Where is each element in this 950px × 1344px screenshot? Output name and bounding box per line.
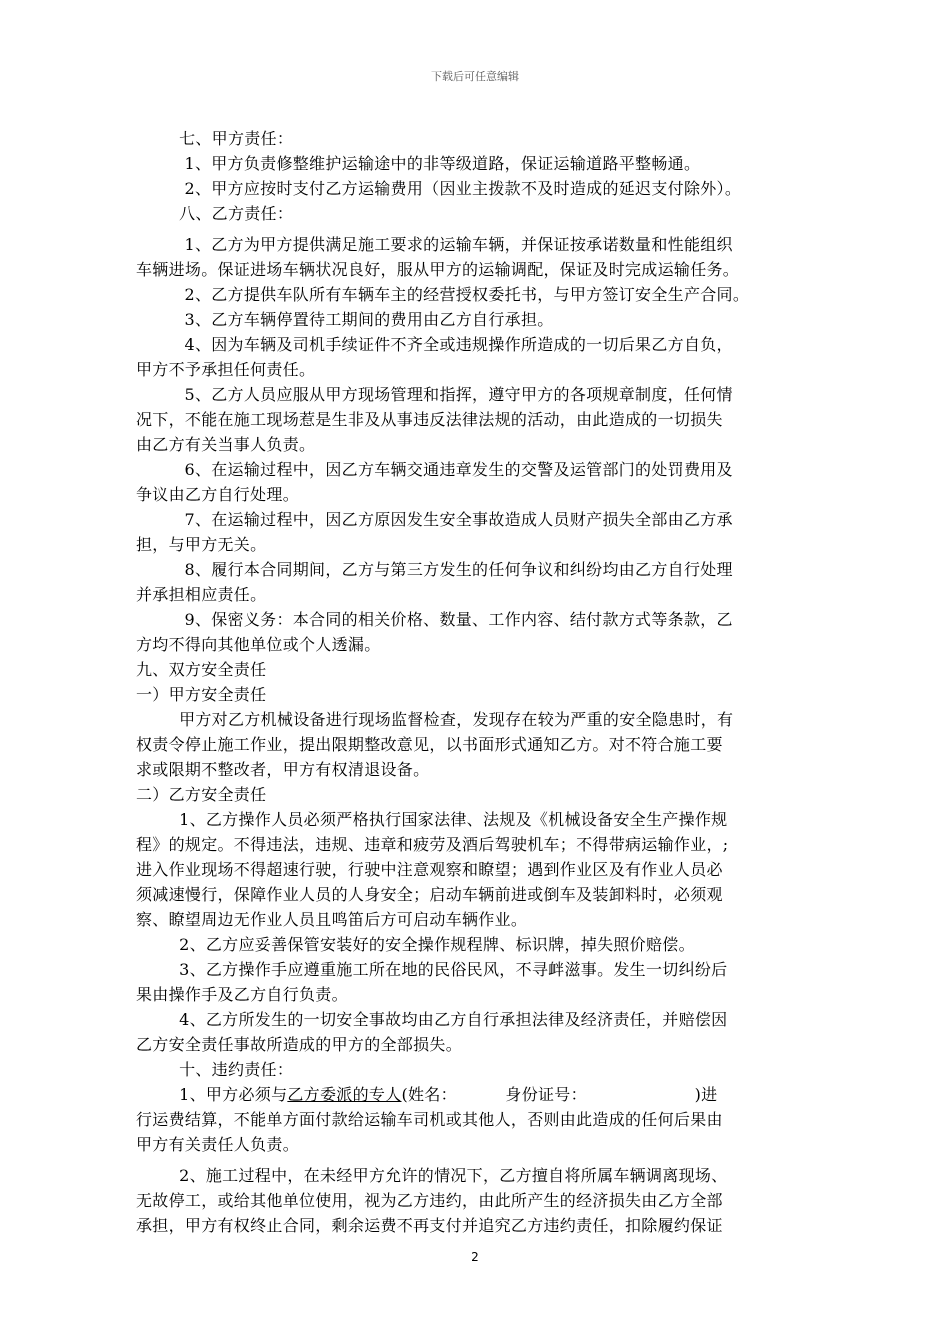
- document-body: [136, 126, 836, 1238]
- paragraph-line: 2、乙方提供车队所有车辆车主的经营授权委托书，与甲方签订安全生产合同。: [136, 285, 750, 304]
- page-header: 下载后可任意编辑: [431, 70, 519, 83]
- paragraph-line: 6、在运输过程中，因乙方车辆交通违章发生的交警及运管部门的处罚费用及: [136, 460, 733, 479]
- paragraph-line: 程》的规定。不得违法，违规、违章和疲劳及酒后驾驶机车；不得带病运输作业，;: [136, 835, 729, 854]
- paragraph-line: 1、甲方负责修整维护运输途中的非等级道路，保证运输道路平整畅通。: [136, 154, 701, 173]
- paragraph-line: 9、保密义务：本合同的相关价格、数量、工作内容、结付款方式等条款，乙: [136, 610, 733, 629]
- paragraph-line: 3、乙方操作手应遵重施工所在地的民俗民风，不寻衅滋事。发生一切纠纷后: [136, 960, 728, 979]
- paragraph-line: 并承担相应责任。: [136, 585, 267, 604]
- paragraph-line: 5、乙方人员应服从甲方现场管理和指挥，遵守甲方的各项规章制度，任何情: [136, 385, 733, 404]
- paragraph-line: 1、乙方为甲方提供满足施工要求的运输车辆，并保证按承诺数量和性能组织: [136, 235, 733, 254]
- paragraph-line: 1、乙方操作人员必须严格执行国家法律、法规及《机械设备安全生产操作规: [136, 810, 728, 829]
- paragraph-line: 2、乙方应妥善保管安装好的安全操作规程牌、标识牌，掉失照价赔偿。: [136, 935, 695, 954]
- subsection-heading: 二）乙方安全责任: [136, 785, 267, 804]
- paragraph-line: 行运费结算，不能单方面付款给运输车司机或其他人，否则由此造成的任何后果由: [136, 1110, 723, 1129]
- paragraph-line: 4、乙方所发生的一切安全事故均由乙方自行承担法律及经济责任，并赔偿因: [136, 1010, 728, 1029]
- paragraph-line: 由乙方有关当事人负责。: [136, 435, 316, 454]
- paragraph-line: 争议由乙方自行处理。: [136, 485, 300, 504]
- paragraph-line: 7、在运输过程中，因乙方原因发生安全事故造成人员财产损失全部由乙方承: [136, 510, 733, 529]
- section-8-heading: 八、乙方责任：: [136, 204, 294, 223]
- paragraph-line: 担，与甲方无关。: [136, 535, 267, 554]
- paragraph-line: 甲方有关责任人负责。: [136, 1135, 300, 1154]
- section-7-heading: 七、甲方责任：: [136, 129, 294, 148]
- paragraph-line: 况下，不能在施工现场惹是生非及从事违反法律法规的活动，由此造成的一切损失: [136, 410, 723, 429]
- section-9-heading: 九、双方安全责任: [136, 660, 267, 679]
- paragraph-line: 甲方对乙方机械设备进行现场监督检查，发现存在较为严重的安全隐患时，有: [136, 710, 734, 729]
- paragraph-line: 3、乙方车辆停置待工期间的费用由乙方自行承担。: [136, 310, 554, 329]
- paragraph-line: 权责令停止施工作业，提出限期整改意见，以书面形式通知乙方。对不符合施工要: [136, 735, 723, 754]
- page-number: 2: [471, 1250, 479, 1264]
- paragraph-line: 4、因为车辆及司机手续证件不齐全或违规操作所造成的一切后果乙方自负，: [136, 335, 733, 354]
- paragraph-line: 乙方安全责任事故所造成的甲方的全部损失。: [136, 1035, 463, 1054]
- paragraph-line: 8、履行本合同期间，乙方与第三方发生的任何争议和纠纷均由乙方自行处理: [136, 560, 733, 579]
- paragraph-line: 2、施工过程中，在未经甲方允许的情况下，乙方擅自将所属车辆调离现场、: [136, 1166, 728, 1185]
- paragraph-line: 进入作业现场不得超速行驶，行驶中注意观察和瞭望；遇到作业区及有作业人员必: [136, 860, 723, 879]
- paragraph-line: 甲方不予承担任何责任。: [136, 360, 316, 379]
- paragraph-line: 须减速慢行，保障作业人员的人身安全；启动车辆前进或倒车及装卸料时，必须观: [136, 885, 723, 904]
- paragraph-line: 车辆进场。保证进场车辆状况良好，服从甲方的运输调配，保证及时完成运输任务。: [136, 260, 740, 279]
- paragraph-line: 求或限期不整改者，甲方有权清退设备。: [136, 760, 430, 779]
- paragraph-line: 承担，甲方有权终止合同，剩余运费不再支付并追究乙方违约责任，扣除履约保证: [136, 1216, 723, 1235]
- paragraph-line: 2、甲方应按时支付乙方运输费用（因业主拨款不及时造成的延迟支付除外）。: [136, 179, 742, 198]
- clause-10-1-first-line: [136, 1082, 836, 1107]
- clause-10-1-prefix: 1、甲方必须与: [136, 1085, 288, 1104]
- paragraph-line: 方均不得向其他单位或个人透漏。: [136, 635, 381, 654]
- section-10-heading: 十、违约责任：: [136, 1060, 294, 1079]
- appointed-person-underlined: 乙方委派的专人: [287, 1085, 402, 1104]
- paragraph-line: 察、瞭望周边无作业人员且鸣笛后方可启动车辆作业。: [136, 910, 528, 929]
- subsection-heading: 一）甲方安全责任: [136, 685, 267, 704]
- clause-10-1-fields: (姓名： 身份证号： )进: [401, 1085, 718, 1104]
- paragraph-line: 无故停工，或给其他单位使用，视为乙方违约，由此所产生的经济损失由乙方全部: [136, 1191, 723, 1210]
- paragraph-line: 果由操作手及乙方自行负责。: [136, 985, 348, 1004]
